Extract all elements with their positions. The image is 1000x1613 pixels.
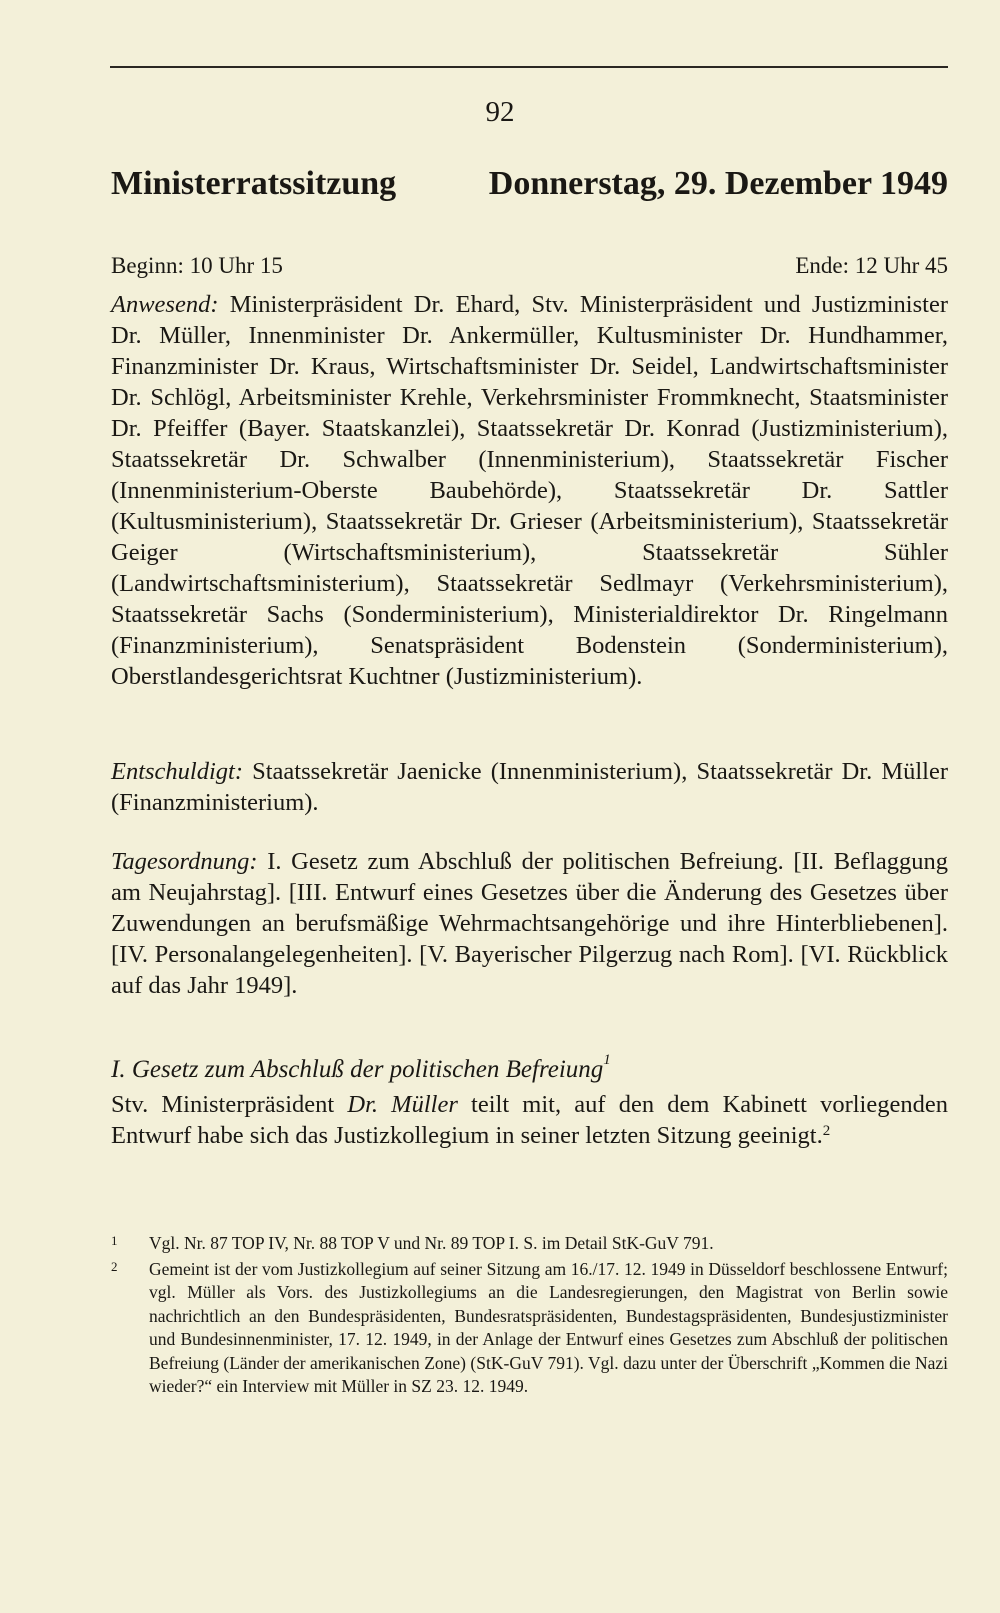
footnote bbox=[111, 1258, 948, 1399]
footnote-ref-2: 2 bbox=[822, 1123, 831, 1139]
footnote-text: Vgl. Nr. 87 TOP IV, Nr. 88 TOP V und Nr. 89 TOP I. S. im Detail StK-GuV 791. bbox=[149, 1233, 714, 1253]
footnote-ref-1: 1 bbox=[603, 1052, 611, 1068]
excused-label: Entschuldigt: bbox=[111, 758, 244, 785]
end-time: Ende: 12 Uhr 45 bbox=[795, 253, 948, 278]
document-title: Ministerratssitzung bbox=[111, 165, 397, 202]
attendees-paragraph bbox=[111, 289, 948, 692]
agenda-label: Tagesordnung: bbox=[111, 848, 258, 875]
begin-time: Beginn: 10 Uhr 15 bbox=[111, 253, 283, 278]
attendees-text: Ministerpräsident Dr. Ehard, Stv. Ministerpräsident und Justizminister Dr. Müller, Innenminister Dr. Ankermüller, Kultusminister Dr. Hundhammer, Finanzminister Dr. Kraus, Wirtschaftsminister Dr. Seidel, Landwirtschaftsminister Dr. Schlögl, Arbeitsminister Krehle, Verkehrsminister Frommknecht, Staatsminister Dr. Pfeiffer (Bayer. Staatskanzlei), Staatssekretär Dr. Konrad (Justizministerium), Staatssekretär Dr. Schwalber (Innenministerium), Staatssekretär Fischer (Innenministerium-Oberste Baubehörde), Staatssekretär Dr. Sattler (Kultusministerium), Staatssekretär Dr. Grieser (Arbeitsministerium), Staatssekretär Geiger (Wirtschaftsministerium), Staatssekretär Sühler (Landwirtschaftsministerium), Staatssekretär Sedlmayr (Verkehrsministerium), Staatssekretär Sachs (Sonderministerium), Ministerialdirektor Dr. Ringelmann (Finanzministerium), Senatspräsident Bodenstein (Sonderministerium), Oberstlandesgerichtsrat Kuchtner (Justizministerium). bbox=[111, 291, 948, 690]
time-row bbox=[111, 253, 948, 279]
agenda-paragraph bbox=[111, 846, 948, 1001]
footnote-text: Gemeint ist der vom Justizkollegium auf seiner Sitzung am 16./17. 12. 1949 in Düsseldorf beschlossene Entwurf; vgl. Müller als Vors. des Justizkollegiums an die Landesregierungen, den Magistrat von Berlin sowie nachrichtlich an den Bundespräsidenten, Bundesratspräsidenten, Bundestagspräsidenten, Bundesjustizminister und Bundesinnenminister, 17. 12. 1949, in der Anlage der Entwurf eines Gesetzes zum Abschluß der politischen Befreiung (Länder der amerikanischen Zone) (StK-GuV 791). Vgl. dazu unter der Überschrift „Kommen die Nazi wieder?“ ein Interview mit Müller in SZ 23. 12. 1949. bbox=[149, 1258, 948, 1396]
footnotes bbox=[111, 1232, 948, 1401]
header-rule bbox=[110, 66, 948, 68]
footnote-number: 2 bbox=[111, 1258, 118, 1274]
footnote-number: 1 bbox=[111, 1233, 118, 1248]
page-number: 92 bbox=[485, 96, 515, 128]
excused-text: Staatssekretär Jaenicke (Innenministerium), Staatssekretär Dr. Müller (Finanzministerium). bbox=[111, 758, 948, 816]
section-body: Stv. Ministerpräsident Dr. Müller teilt mit, auf den dem Kabinett vorliegenden Entwurf habe sich das Justizkollegium in seiner letzten Sitzung geeinigt.$^2$ bbox=[111, 1091, 948, 1149]
section-heading: I. Gesetz zum Abschluß der politischen Befreiung$^1$ bbox=[111, 1052, 611, 1083]
footnote bbox=[111, 1232, 948, 1256]
title-row bbox=[111, 165, 948, 203]
speaker-name: Dr. Müller bbox=[347, 1091, 458, 1118]
attendees-label: Anwesend: bbox=[111, 291, 219, 318]
document-date: Donnerstag, 29. Dezember 1949 bbox=[488, 165, 948, 202]
excused-paragraph bbox=[111, 756, 948, 818]
agenda-text: I. Gesetz zum Abschluß der politischen Befreiung. [II. Beflaggung am Neujahrstag]. [III. Entwurf eines Gesetzes über die Änderung des Gesetzes über Zuwendungen an berufsmäßige Wehrmachtsangehörige und ihre Hinterbliebenen]. [IV. Personalangelegenheiten]. [V. Bayerischer Pilgerzug nach Rom]. [VI. Rückblick auf das Jahr 1949]. bbox=[111, 848, 948, 999]
